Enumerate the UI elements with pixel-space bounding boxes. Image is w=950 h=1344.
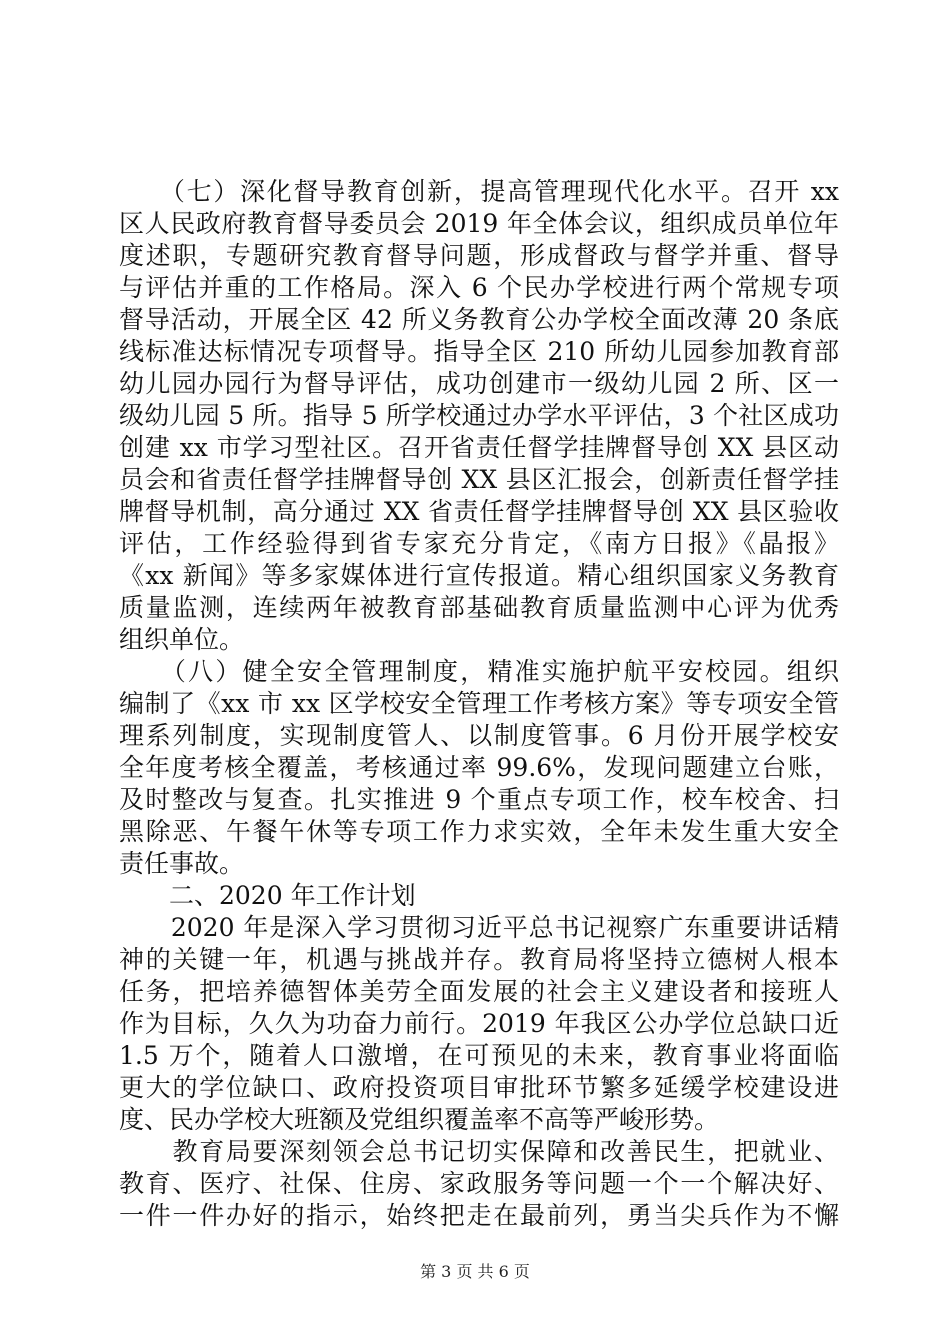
paragraph-line: 任务，把培养德智体美劳全面发展的社会主义建设者和接班人 [119,977,839,1006]
paragraph-line: 黑除恶、午餐午休等专项工作力求实效，全年未发生重大安全 [119,817,839,846]
paragraph-line: 及时整改与复查。扎实推进 9 个重点专项工作，校车校舍、扫 [119,785,839,814]
paragraph-line: 更大的学位缺口、政府投资项目审批环节繁多延缓学校建设进 [119,1073,839,1102]
paragraph-line: 神的关键一年，机遇与挑战并存。教育局将坚持立德树人根本 [119,945,839,974]
paragraph-line: 理系列制度，实现制度管人、以制度管事。6 月份开展学校安 [119,721,839,750]
page-number-footer: 第 3 页 共 6 页 [420,1262,530,1281]
paragraph-line: 度、民办学校大班额及党组织覆盖率不高等严峻形势。 [119,1105,720,1134]
paragraph-line: 幼儿园办园行为督导评估，成功创建市一级幼儿园 2 所、区一 [119,369,839,398]
paragraph-line: 编制了《xx 市 xx 区学校安全管理工作考核方案》等专项安全管 [119,689,839,718]
paragraph-line: 1.5 万个，随着人口激增，在可预见的未来，教育事业将面临 [119,1041,839,1070]
paragraph-line: 督导活动，开展全区 42 所义务教育公办学校全面改薄 20 条底 [119,305,839,334]
paragraph-line: 《xx 新闻》等多家媒体进行宣传报道。精心组织国家义务教育 [119,561,839,590]
paragraph-line: 作为目标，久久为功奋力前行。2019 年我区公办学位总缺口近 [119,1009,839,1038]
paragraph-line: 度述职，专题研究教育督导问题，形成督政与督学并重、督导 [119,241,839,270]
paragraph-line: 教育、医疗、社保、住房、家政服务等问题一个一个解决好、 [119,1169,839,1198]
section-heading: 二、2020 年工作计划 [119,881,416,910]
paragraph-line: （七）深化督导教育创新，提高管理现代化水平。召开 xx [119,177,839,206]
paragraph-line: 区人民政府教育督导委员会 2019 年全体会议，组织成员单位年 [119,209,839,238]
paragraph-line: 创建 xx 市学习型社区。召开省责任督学挂牌督导创 XX 县区动 [119,433,839,462]
paragraph-line: 级幼儿园 5 所。指导 5 所学校通过办学水平评估，3 个社区成功 [119,401,839,430]
paragraph-line: 2020 年是深入学习贯彻习近平总书记视察广东重要讲话精 [119,913,839,942]
paragraph-line: 组织单位。 [119,625,245,654]
paragraph-line: 一件一件办好的指示，始终把走在最前列，勇当尖兵作为不懈 [119,1201,839,1230]
paragraph-line: 牌督导机制，高分通过 XX 省责任督学挂牌督导创 XX 县区验收 [119,497,839,526]
paragraph-line: 责任事故。 [119,849,245,878]
paragraph-line: 全年度考核全覆盖，考核通过率 99.6%，发现问题建立台账， [119,753,839,782]
paragraph-line: 员会和省责任督学挂牌督导创 XX 县区汇报会，创新责任督学挂 [119,465,839,494]
paragraph-line: 教育局要深刻领会总书记切实保障和改善民生，把就业、 [119,1137,839,1166]
paragraph-line: 与评估并重的工作格局。深入 6 个民办学校进行两个常规专项 [119,273,839,302]
paragraph-line: 线标准达标情况专项督导。指导全区 210 所幼儿园参加教育部 [119,337,839,366]
paragraph-line: （八）健全安全管理制度，精准实施护航平安校园。组织 [119,657,839,686]
paragraph-line: 质量监测，连续两年被教育部基础教育质量监测中心评为优秀 [119,593,839,622]
paragraph-line: 评估，工作经验得到省专家充分肯定，《南方日报》《晶报》 [119,529,839,558]
